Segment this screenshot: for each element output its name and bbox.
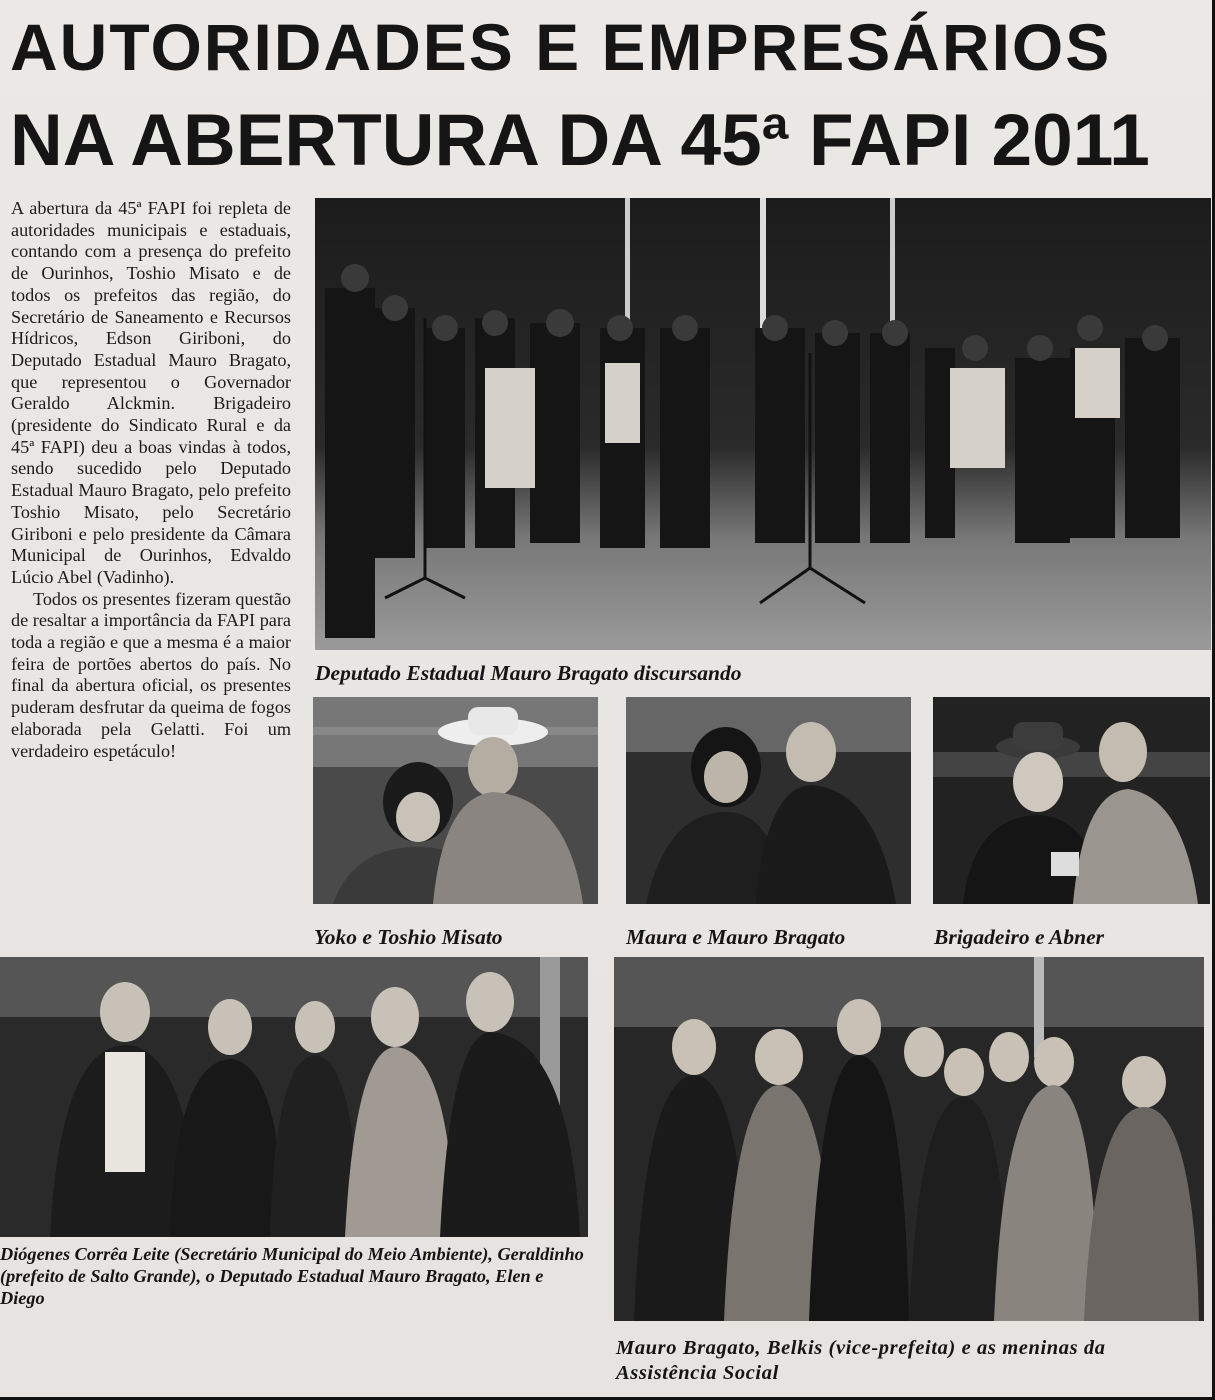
article-body	[11, 198, 291, 762]
stage-photo	[315, 198, 1211, 650]
headline-line-1: AUTORIDADES E EMPRESÁRIOS	[10, 10, 1112, 84]
maura-mauro-caption: Maura e Mauro Bragato	[626, 925, 846, 949]
article-paragraph-2: Todos os presentes fizeram questão de resaltar a importância da FAPI para toda a região e que a mesma é a maior feira de portões abertos do país. No final da abertura oficial, os presentes puderam desfrutar da queima de fogos elaborada pela Gelatti. Foi um verdadeiro espetáculo!	[11, 588, 291, 761]
article-paragraph-1: A abertura da 45ª FAPI foi repleta de autoridades municipais e estaduais, contando com a presença do prefeito de Ourinhos, Toshio Misato e de todos os prefeitos das região, do Secretário de Saneamento e Recursos Hídricos, Edson Giriboni, do Deputado Estadual Mauro Bragato, que representou o Governador Geraldo Alckmin. Brigadeiro (presidente do Sindicato Rural e da 45ª FAPI) deu a boas vindas à todos, sendo sucedido pelo Deputado Estadual Mauro Bragato, pelo prefeito Toshio Misato, pelo Secretário Giriboni e pelo presidente da Câmara Municipal de Ourinhos, Edvaldo Lúcio Abel (Vadinho).	[11, 198, 291, 587]
yoko-toshio-photo	[313, 697, 598, 904]
group-right-photo	[614, 957, 1204, 1321]
brigadeiro-abner-photo	[933, 697, 1210, 904]
group-left-caption: Diógenes Corrêa Leite (Secretário Municipal do Meio Ambiente), Geraldinho (prefeito de Salto Grande), o Deputado Estadual Mauro Bragato, Elen e Diego	[0, 1244, 584, 1308]
group-left-photo	[0, 957, 588, 1237]
group-right-caption: Mauro Bragato, Belkis (vice-prefeita) e as meninas da Assistência Social	[616, 1337, 1106, 1384]
yoko-toshio-caption: Yoko e Toshio Misato	[314, 925, 503, 949]
headline-line-2: NA ABERTURA DA 45ª FAPI 2011	[10, 100, 1150, 181]
stage-photo-caption: Deputado Estadual Mauro Bragato discursando	[315, 661, 742, 685]
maura-mauro-photo	[626, 697, 911, 904]
brigadeiro-abner-caption: Brigadeiro e Abner	[934, 925, 1105, 949]
